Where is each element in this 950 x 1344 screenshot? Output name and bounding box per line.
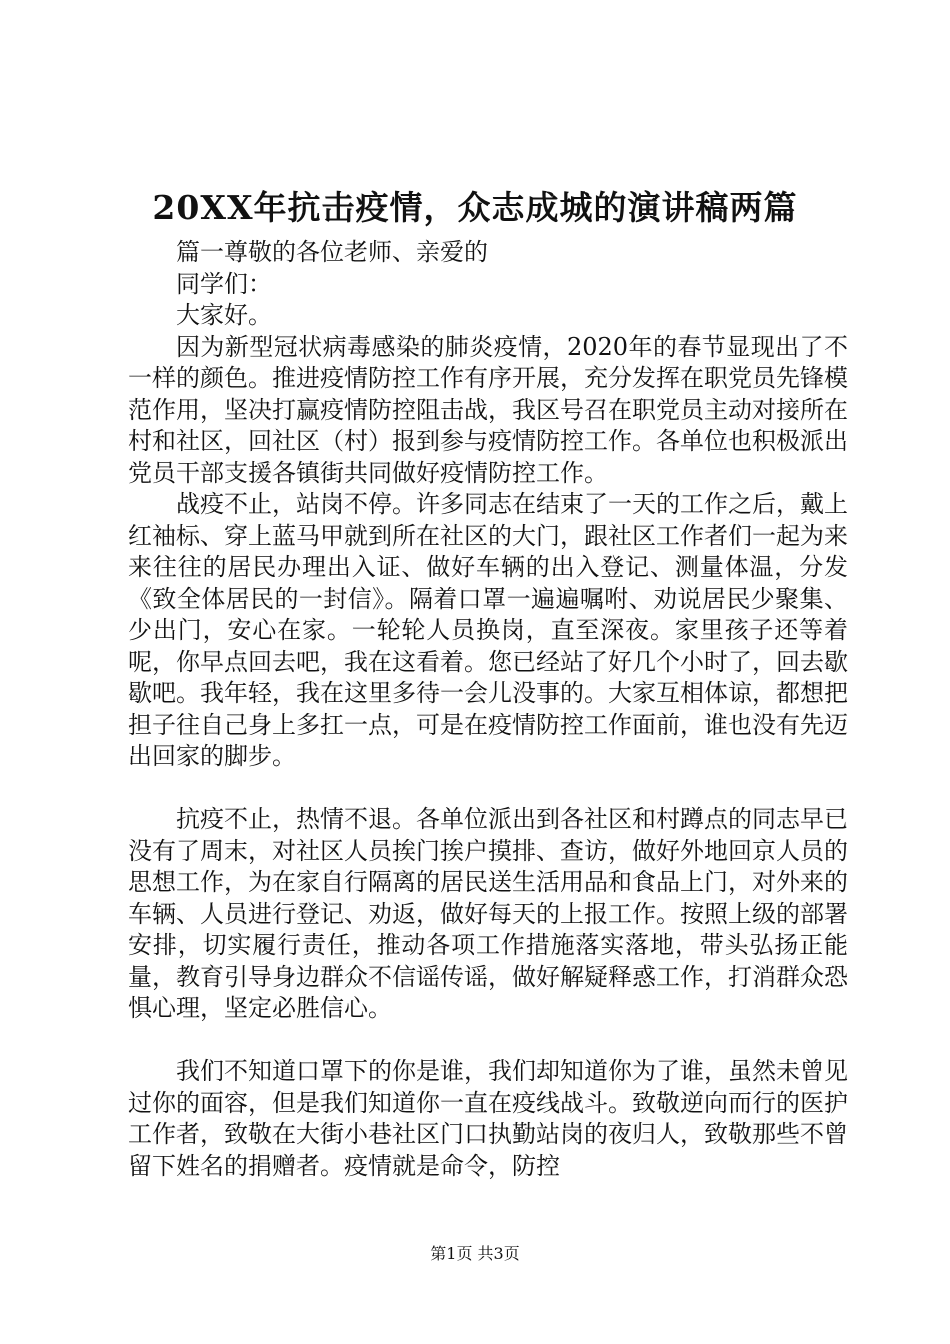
body-paragraph: 我们不知道口罩下的你是谁，我们却知道你为了谁，虽然未曾见过你的面容，但是我们知道你一直在疫线战斗。致敬逆向而行的医护工作者，致敬在大街小巷社区门口执勤站岗的夜归人，致敬那些不曾留下姓名的捐赠者。疫情就是命令，防控 xyxy=(128,1057,848,1180)
salutation-line: 篇一尊敬的各位老师、亲爱的 xyxy=(176,238,488,266)
document-body xyxy=(128,237,848,1182)
document-title: 20XX年抗击疫情，众志成城的演讲稿两篇 xyxy=(152,188,798,227)
body-paragraph: 战疫不止，站岗不停。许多同志在结束了一天的工作之后，戴上红袖标、穿上蓝马甲就到所在社区的大门，跟社区工作者们一起为来来往往的居民办理出入证、做好车辆的出入登记、测量体温，分发《致全体居民的一封信》。隔着口罩一遍遍嘱咐、劝说居民少聚集、少出门，安心在家。一轮轮人员换岗，直至深夜。家里孩子还等着呢，你早点回去吧，我在这看着。您已经站了好几个小时了，回去歇歇吧。我年轻，我在这里多待一会儿没事的。大家互相体谅，都想把担子往自己身上多扛一点，可是在疫情防控工作面前，谁也没有先迈出回家的脚步。 xyxy=(128,490,848,770)
paragraph-gap xyxy=(128,773,848,805)
body-paragraph: 因为新型冠状病毒感染的肺炎疫情，2020年的春节显现出了不一样的颜色。推进疫情防控工作有序开展，充分发挥在职党员先锋模范作用，坚决打赢疫情防控阻击战，我区号召在职党员主动对接所在村和社区，回社区（村）报到参与疫情防控工作。各单位也积极派出党员干部支援各镇街共同做好疫情防控工作。 xyxy=(128,332,848,487)
body-paragraph: 抗疫不止，热情不退。各单位派出到各社区和村蹲点的同志早已没有了周末，对社区人员挨门挨户摸排、查访，做好外地回京人员的思想工作，为在家自行隔离的居民送生活用品和食品上门，对外来的车辆、人员进行登记、劝返，做好每天的上报工作。按照上级的部署安排，切实履行责任，推动各项工作措施落实落地，带头弘扬正能量，教育引导身边群众不信谣传谣，做好解疑释惑工作，打消群众恐惧心理，坚定必胜信心。 xyxy=(128,805,848,1022)
greeting-line: 大家好。 xyxy=(176,301,272,329)
salutation-line: 同学们： xyxy=(176,269,272,298)
page-footer: 第1页 共3页 xyxy=(430,1244,520,1263)
paragraph-gap xyxy=(128,1025,848,1057)
